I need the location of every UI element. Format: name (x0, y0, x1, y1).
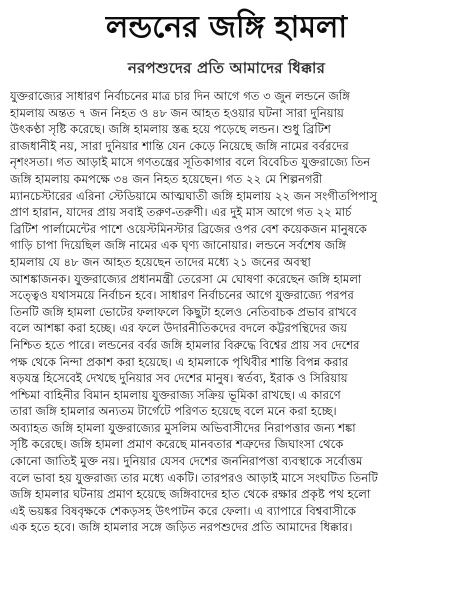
body-line: ব্রিটিশ পার্লামেন্টের পাশে ওয়েস্টমিনস্টার ব্রিজের ওপর বেশ কয়েকজন মানুষকে (10, 221, 367, 236)
body-line: পশ্চিমা বাহিনীর বিমান হামলায় যুক্তরাজ্য সক্রিয় ভূমিকা রাখছে। এ কারণে (10, 387, 341, 402)
body-line: তারা জঙ্গি হামলার অন্যতম টার্গেটে পরিণত হয়েছে বলে মনে করা হচ্ছে। (10, 404, 337, 419)
body-line: কোনো জাতিই মুক্ত নয়। দুনিয়ার যেসব দেশের জননিরাপত্তা ব্যবস্থাকে সর্বোত্তম (10, 454, 363, 469)
body-line: হামলায় যে ৪৮ জন আহত হয়েছেন তাদের মধ্যে ২১ জনের অবস্থা (10, 254, 311, 269)
body-line: এক হতে হবে। জঙ্গি হামলার সঙ্গে জড়িত নরপশুদের প্রতি আমাদের ধিক্কার। (10, 520, 353, 535)
body-line: রাজধানীই নয়, সারা দুনিয়ার শান্তি যেন কেড়ে নিয়েছে জঙ্গি নামের বর্বরদের (10, 138, 349, 153)
body-line: এই ভয়ঙ্কর বিষবৃক্ষকে শেকড়সহ উৎপাটন করে ফেলা। এ ব্যাপারে বিশ্ববাসীকে (10, 503, 356, 518)
body-line: হামলায় অন্তত ৭ জন নিহত ও ৪৮ জন আহত হওয়ার ঘটনা সারা দুনিয়ায় (10, 105, 344, 120)
body-line: নিশ্চিত হতে পারে। লন্ডনের বর্বর জঙ্গি হামলার বিরুদ্ধে বিশ্বের প্রায় সব দেশের (10, 337, 360, 352)
body-line: যুক্তরাজ্যের সাধারণ নির্বাচনের মাত্র চার দিন আগে গত ৩ জুন লন্ডনে জঙ্গি (10, 89, 350, 103)
subheadline: নরপশুদের প্রতি আমাদের ধিক্কার (127, 59, 326, 77)
body-line: জঙ্গি হামলার ঘটনায় প্রমাণ হয়েছে জঙ্গিবাদের হাত থেকে রক্ষার প্রকৃষ্ট পথ হলো (10, 487, 371, 502)
body-line: সত্ত্বেও যথাসময়ে নির্বাচন হবে। সাধারণ নির্বাচনের আগে যুক্তরাজ্যে পরপর (10, 288, 354, 303)
body-line: ম্যানচেস্টারের এরিনা স্টেডিয়ামে আত্মঘাতী জঙ্গি হামলায় ২২ জন সংগীতপিপাসু (10, 188, 377, 203)
body-line: নৃশংসতা। গত আড়াই মাসে গণতন্ত্রের সূতিকাগার বলে বিবেচিত যুক্তরাজ্যে তিন (10, 155, 371, 170)
body-line: জঙ্গি হামলায় কমপক্ষে ৩৪ জন নিহত হয়েছেন। গত ২২ মে শিল্পনগরী (10, 171, 323, 186)
body-line: বলে আশঙ্কা করা হচ্ছে। এর ফলে উদারনীতিকদের বদলে কট্টরপন্থিদের জয় (10, 321, 347, 336)
body-line: তিনটি জঙ্গি হামলা ভোটের ফলাফলে কিছুটা হলেও নেতিবাচক প্রভাব রাখবে (10, 304, 357, 319)
article-body (10, 88, 443, 536)
headline: লন্ডনের জঙ্গি হামলা (105, 10, 348, 45)
body-line: উৎকণ্ঠা সৃষ্টি করেছে। জঙ্গি হামলায় স্তব্ধ হয়ে পড়েছে লন্ডন। শুধু ব্রিটিশ (10, 122, 331, 137)
body-line: গাড়ি চাপা দিয়েছিল জঙ্গি নামের এক ঘৃণ্য জানোয়ার। লন্ডনে সর্বশেষ জঙ্গি (10, 238, 346, 253)
body-line: সৃষ্টি করেছে। জঙ্গি হামলা প্রমাণ করেছে মানবতার শত্রুদের জিঘাংসা থেকে (10, 437, 344, 452)
body-line: বলে ভাবা হয় যুক্তরাজ্য তার মধ্যে একটি। তারপরও আড়াই মাসে সংঘটিত তিনটি (10, 470, 378, 485)
body-line: আশঙ্কাজনক। যুক্তরাজ্যের প্রধানমন্ত্রী তেরেসা মে ঘোষণা করেছেন জঙ্গি হামলা (10, 271, 362, 286)
body-line: প্রাণ হারান, যাদের প্রায় সবাই তরুণ-তরুণী। এর দুই মাস আগে গত ২২ মার্চ (10, 205, 352, 220)
body-line: ষড়যন্ত্র হিসেবেই দেখছে দুনিয়ার সব দেশের মানুষ। স্বর্তব্য, ইরাক ও সিরিয়ায় (10, 371, 348, 386)
body-line: অব্যাহত জঙ্গি হামলা যুক্তরাজ্যের মুসলিম অভিবাসীদের নিরাপত্তার জন্য শঙ্কা (10, 420, 356, 435)
body-line: পক্ষ থেকে নিন্দা প্রকাশ করা হয়েছে। এ হামলাকে পৃথিবীর শান্তি বিপন্ন করার (10, 354, 349, 369)
